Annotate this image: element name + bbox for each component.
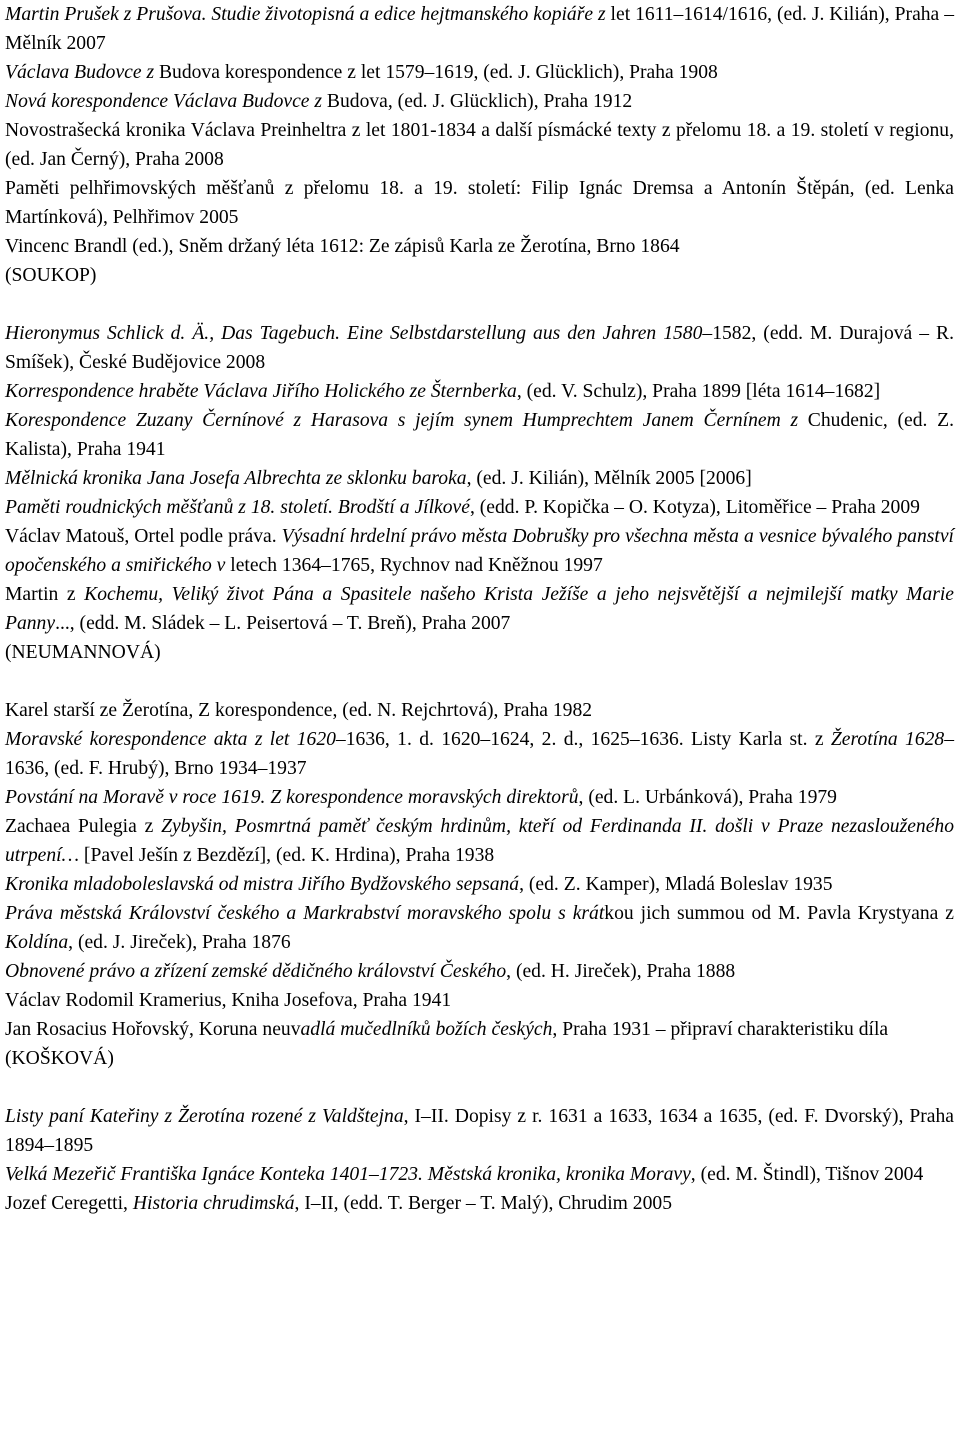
entry-title-italic: Mělnická kronika Jana Josefa Albrechta ze sklonku baroka [5, 468, 467, 489]
bibliography-entry [5, 522, 954, 580]
bibliography-entry [5, 464, 954, 493]
entry-title-italic: Hieronymus Schlick d. Ä., Das Tagebuch. Eine Selbstdarstellung aus den Jahren 1580 [5, 323, 703, 344]
entry-text: kou jich summou od M. Pavla Krystyana z [604, 903, 955, 924]
entry-text: Budova, (ed. J. Glücklich), Praha 1912 [322, 91, 633, 112]
entry-title-italic: Kochemu, Veliký život Pána a Spasitele našeho Krista Ježíše a jeho nejsvětější a nejmilejší matky Marie Panny [5, 584, 954, 634]
bibliography-entry [5, 87, 954, 116]
entry-title-italic: Paměti roudnických měšťanů z 18. století. Brodští a Jílkové [5, 497, 470, 518]
bibliography-entry [5, 725, 954, 783]
entry-text: Paměti pelhřimovských měšťanů z přelomu 18. a 19. století: Filip Ignác Dremsa a Antonín Štěpán, (ed. Lenka Martínková), Pelhřimov 2005 [5, 178, 954, 228]
bibliography-entry [5, 899, 954, 957]
entry-title-italic: Martin Prušek z Prušova. Studie životopisná a edice hejtmanského kopiáře z [5, 4, 606, 25]
bibliography-entry [5, 319, 954, 377]
entry-title-italic: adlá mučedlníků božích českých [300, 1019, 553, 1040]
entry-text: , I–II. Dopisy z r. 1631 a 1633, 1634 a 1635, (ed. F. Dvorský), Praha 1894–1895 [5, 1106, 954, 1156]
entry-text: , (ed. Z. Kamper), Mladá Boleslav 1935 [519, 874, 833, 895]
entry-text: Václav Rodomil Kramerius, Kniha Josefova, Praha 1941 [5, 990, 452, 1011]
entry-text: Jozef Ceregetti, [5, 1193, 133, 1214]
entry-text: Martin z [5, 584, 85, 605]
entry-text: Václav Matouš, Ortel podle práva. [5, 526, 282, 547]
entry-text: , I–II, (edd. T. Berger – T. Malý), Chrudim 2005 [294, 1193, 672, 1214]
entry-text: Vincenc Brandl (ed.), Sněm držaný léta 1612: Ze zápisů Karla ze Žerotína, Brno 1864 [5, 236, 680, 257]
entry-text: , (ed. H. Jireček), Praha 1888 [506, 961, 736, 982]
entry-title-italic: Listy paní Kateřiny z Žerotína rozené z Valdštejna [5, 1106, 404, 1127]
section-spacer [5, 1073, 954, 1102]
entry-text: Budova korespondence z let 1579–1619, (ed. J. Glücklich), Praha 1908 [154, 62, 718, 83]
bibliography-entry [5, 870, 954, 899]
entry-text: letech 1364–1765, Rychnov nad Kněžnou 1997 [225, 555, 603, 576]
bibliography-entry [5, 1015, 954, 1044]
entry-text: (SOUKOP) [5, 265, 97, 286]
bibliography-entry [5, 812, 954, 870]
entry-title-italic: Moravské korespondence akta z let 1620 [5, 729, 336, 750]
bibliography-entry [5, 1160, 954, 1189]
entry-title-italic: Kronika mladoboleslavská od mistra Jiřího Bydžovského sepsaná [5, 874, 520, 895]
entry-title-italic: Korespondence Zuzany Černínové z Harasova s jejím synem Humprechtem Janem Černínem z [5, 410, 799, 431]
entry-text: Jan Rosacius Hořovský, Koruna neuv [5, 1019, 301, 1040]
entry-text [770, 816, 778, 837]
entry-text: –1636, (ed. F. Hrubý), Brno 1934–1937 [5, 729, 955, 779]
entry-title-italic: Historia chrudimská [132, 1193, 295, 1214]
bibliography-entry [5, 174, 954, 232]
bibliography-entry [5, 406, 954, 464]
bibliography-entry [5, 232, 954, 261]
entry-text: , (ed. J. Jireček), Praha 1876 [68, 932, 291, 953]
entry-text: (NEUMANNOVÁ) [5, 642, 161, 663]
bibliography-entry [5, 696, 954, 725]
entry-title-italic: Práva městská Království českého a Markrabství moravského spolu s krát [5, 903, 605, 924]
bibliography-entry [5, 1102, 954, 1160]
entry-text: –1582, (edd. M. Durajová – R. Smíšek), České Budějovice 2008 [5, 323, 954, 373]
entry-text: , (ed. M. Štindl), Tišnov 2004 [690, 1164, 924, 1185]
entry-title-italic: Praze nezaslouženého utrpení… [5, 816, 954, 866]
entry-text: ..., (edd. M. Sládek – L. Peisertová – T. Breň), Praha 2007 [55, 613, 511, 634]
entry-title-italic: 1723. Městská kronika, kronika Moravy [378, 1164, 691, 1185]
bibliography-entry [5, 0, 954, 58]
entry-title-italic: Obnovené právo a zřízení zemské dědičného království Českého [5, 961, 507, 982]
entry-text: Chudenic, (ed. Z. Kalista), Praha 1941 [5, 410, 954, 460]
section-author-tag [5, 261, 954, 290]
entry-title-italic: Zybyšin, Posmrtná paměť českým hrdinům, kteří od Ferdinanda II. došli v [161, 816, 770, 837]
section-author-tag [5, 1044, 954, 1073]
entry-text: – [369, 1164, 379, 1185]
entry-text: , (ed. L. Urbánková), Praha 1979 [578, 787, 837, 808]
entry-text: –1636, 1. d. 1620–1624, 2. d., 1625–1636. Listy Karla st. z [335, 729, 831, 750]
bibliography-entry [5, 377, 954, 406]
entry-text: Karel starší ze Žerotína, Z korespondence, (ed. N. Rejchrtová), Praha 1982 [5, 700, 593, 721]
entry-title-italic: Václava Budovce z [5, 62, 155, 83]
bibliography-entry [5, 493, 954, 522]
entry-text: , Praha 1931 – připraví charakteristiku díla [552, 1019, 889, 1040]
entry-title-italic: Žerotína 1628 [830, 729, 945, 750]
entry-text: , (ed. J. Kilián), Mělník 2005 [2006] [466, 468, 752, 489]
entry-text: let 1611–1614/1616, (ed. J. Kilián), Praha – Mělník 2007 [5, 4, 954, 54]
entry-text: [Pavel Ješín z Bezdězí], (ed. K. Hrdina), Praha 1938 [79, 845, 495, 866]
bibliography-entry [5, 783, 954, 812]
bibliography-entry [5, 1189, 954, 1218]
entry-title-italic: Nová korespondence Václava Budovce z [5, 91, 323, 112]
bibliography-entry [5, 116, 954, 174]
entry-title-italic: Povstání na Moravě v roce 1619. Z korespondence moravských direktorů [5, 787, 579, 808]
entry-text: , (ed. V. Schulz), Praha 1899 [léta 1614–1682] [516, 381, 881, 402]
bibliography-entry [5, 957, 954, 986]
bibliography-entry [5, 58, 954, 87]
entry-title-italic: Výsadní hrdelní právo města Dobrušky pro všechna města a vesnice bývalého panství opočenského a smiřického v [5, 526, 954, 576]
entry-title-italic: Koldína [5, 932, 69, 953]
entry-text: (KOŠKOVÁ) [5, 1048, 114, 1069]
section-spacer [5, 290, 954, 319]
bibliography-entry [5, 580, 954, 638]
entry-title-italic: Korrespondence hraběte Václava Jiřího Holického ze Šternberka [5, 381, 517, 402]
entry-text: , (edd. P. Kopička – O. Kotyza), Litoměřice – Praha 2009 [469, 497, 920, 518]
entry-title-italic: Velká Mezeřič Františka Ignáce Konteka 1401 [5, 1164, 370, 1185]
section-spacer [5, 667, 954, 696]
entry-text: Novostrašecká kronika Václava Preinheltra z let 1801-1834 a další písmácké texty z přelomu 18. a 19. století v regionu, (ed. Jan Černý), Praha 2008 [5, 120, 954, 170]
section-author-tag [5, 638, 954, 667]
entry-text: Zachaea Pulegia z [5, 816, 162, 837]
bibliography-entry [5, 986, 954, 1015]
